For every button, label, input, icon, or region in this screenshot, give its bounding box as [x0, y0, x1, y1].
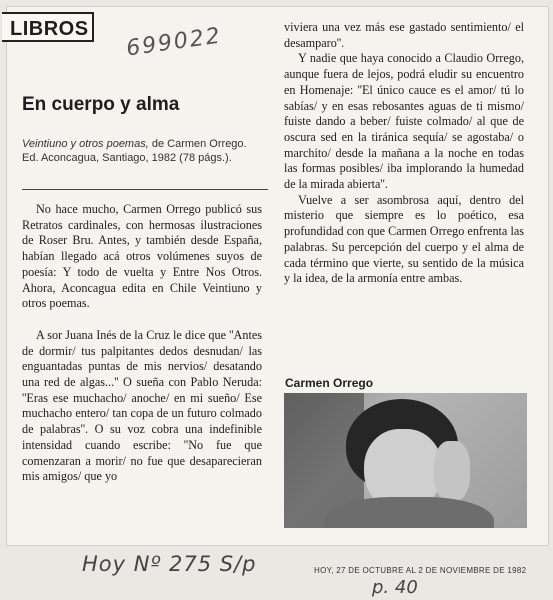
section-label: LIBROS	[2, 12, 94, 42]
author-photo	[284, 393, 527, 528]
printed-source-line: HOY, 27 DE OCTUBRE AL 2 DE NOVIEMBRE DE 1982	[314, 566, 527, 575]
article-column-2	[284, 20, 524, 287]
handwritten-catalog-number: 699022	[124, 23, 224, 62]
divider	[22, 189, 268, 190]
paragraph: Y nadie que haya conocido a Claudio Orrego, aunque fuera de lejos, podrá eludir su encuentro en Homenaje: ''El único cauce es el amor/ tú lo sabías/ y en esas rebosantes aguas de ti mismo/ fuiste dando a beber/ fuiste colmado/ al que de oscura sed en la tiránica sequía/ se agostaba/ o marchito/ desde la mañana a la noche en todas las formas posibles/ iba implorando la humedad de la mirada abierta''.	[284, 51, 524, 192]
bibliographic-reference	[22, 137, 262, 165]
paragraph: viviera una vez más ese gastado sentimiento/ el desamparo''.	[284, 20, 524, 50]
handwritten-source-note: Hoy Nº 275 S/p	[82, 552, 257, 576]
book-title: Veintiuno y otros poemas,	[22, 138, 149, 150]
handwritten-page-number: p. 40	[372, 577, 418, 598]
article-column-1	[22, 202, 262, 485]
publication-details: de Carmen Orrego. Ed. Aconcagua, Santiago, 1982 (78 págs.).	[22, 138, 247, 164]
article-title: En cuerpo y alma	[22, 94, 180, 115]
photo-caption: Carmen Orrego	[285, 376, 374, 390]
paragraph: No hace mucho, Carmen Orrego publicó sus Retratos cardinales, con hermosas ilustraciones de Roser Bru. Antes, y también desde España, habían llegado acá otros volúmenes suyos de poesía: Y todo de vuelta y Entre Nos Otros. Ahora, Aconcagua edita en Chile Veintiuno y otros poemas.	[22, 202, 262, 311]
paragraph: Vuelve a ser asombrosa aquí, dentro del misterio que siempre es lo poético, esa profundidad con que Carmen Orrego enfrenta las palabras. Su percepción del cuerpo y el alma de cada término que vierte, su sentido de la música y la idea, de la armonía entre ambas.	[284, 192, 524, 286]
paragraph: A sor Juana Inés de la Cruz le dice que ''Antes de dormir/ tus palpitantes dedos desnudan/ las enguantadas puntas de mis nervios/ desatando una red de algas...'' O sueña con Pablo Neruda: ''Eras ese muchacho/ anoche/ en mi sueño/ Ese muchacho entero/ tan copa de un futuro colmado de palabras''. O su voz cobra una indefinible intensidad cuando escribe: ''No fue que comenzaran a morir/ no fue que desaparecieran mis amigos/ que yo	[22, 327, 262, 484]
